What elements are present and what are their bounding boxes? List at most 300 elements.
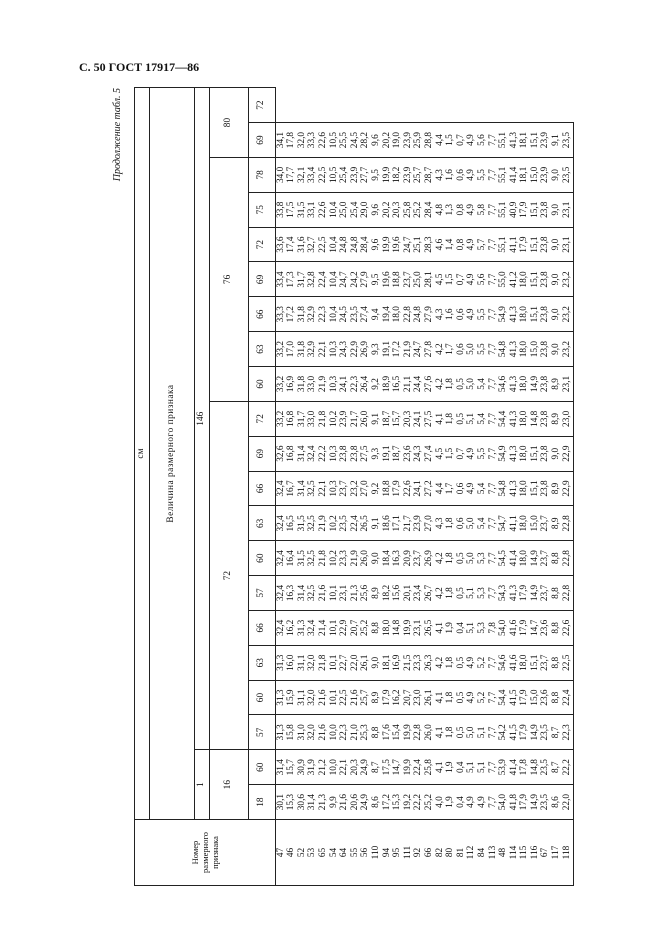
value-cell: 5,1 — [477, 715, 488, 750]
value-cell: 0,5 — [456, 576, 467, 611]
value-cell: 23,8 — [541, 332, 552, 367]
value-cell: 7,7 — [488, 297, 499, 332]
row-number-cell: 95 — [393, 820, 404, 886]
value-cell: 4,9 — [467, 297, 478, 332]
value-cell: 21,9 — [318, 506, 329, 541]
table-row — [446, 88, 457, 886]
value-cell: 21,8 — [318, 541, 329, 576]
value-cell: 33,2 — [276, 332, 287, 367]
value-cell: 18,0 — [520, 436, 531, 471]
value-cell: 31,3 — [297, 610, 308, 645]
value-cell: 5,7 — [477, 227, 488, 262]
value-cell: 26,3 — [424, 645, 435, 680]
value-cell: 16,7 — [287, 471, 298, 506]
measure-header: Величина размерного признака — [150, 88, 195, 820]
value-cell: 55,1 — [498, 227, 509, 262]
value-cell: 4,9 — [467, 192, 478, 227]
value-cell: 25,2 — [361, 610, 372, 645]
value-cell: 15,0 — [530, 157, 541, 192]
value-cell: 23,8 — [541, 367, 552, 402]
value-cell: 17,9 — [520, 715, 531, 750]
value-cell: 23,4 — [414, 576, 425, 611]
value-cell: 27,9 — [424, 297, 435, 332]
value-cell: 17,9 — [520, 227, 531, 262]
value-cell: 5,1 — [467, 610, 478, 645]
value-cell: 15,0 — [530, 332, 541, 367]
value-cell: 18,4 — [382, 541, 393, 576]
value-cell: 23,7 — [541, 506, 552, 541]
value-cell: 5,3 — [477, 576, 488, 611]
value-cell: 23,7 — [403, 262, 414, 297]
value-cell: 9,0 — [551, 297, 562, 332]
value-cell: 25,8 — [424, 750, 435, 785]
value-cell: 18,0 — [520, 401, 531, 436]
value-cell: 41,3 — [509, 471, 520, 506]
value-cell: 32,5 — [308, 576, 319, 611]
value-cell: 31,5 — [297, 541, 308, 576]
page-header: С. 50 ГОСТ 17917—86 — [79, 60, 200, 74]
value-cell: 8,7 — [371, 750, 382, 785]
value-cell: 5,0 — [467, 332, 478, 367]
table-row — [308, 88, 319, 886]
value-cell: 15,7 — [393, 401, 404, 436]
value-cell: 20,7 — [350, 610, 361, 645]
table-row — [488, 88, 499, 886]
value-cell: 41,4 — [509, 157, 520, 192]
value-cell: 7,7 — [488, 750, 499, 785]
table-row — [393, 88, 404, 886]
value-cell: 5,4 — [477, 401, 488, 436]
value-cell: 19,9 — [403, 750, 414, 785]
value-cell: 8,8 — [551, 610, 562, 645]
value-cell: 54,6 — [498, 645, 509, 680]
value-cell: 18,0 — [520, 645, 531, 680]
column-header: 66 — [249, 471, 276, 506]
value-cell: 32,9 — [308, 297, 319, 332]
value-cell: 22,2 — [414, 785, 425, 820]
value-cell: 7,7 — [488, 192, 499, 227]
value-cell: 4,9 — [477, 785, 488, 820]
value-cell: 23,7 — [541, 645, 552, 680]
value-cell: 7,7 — [488, 680, 499, 715]
value-cell: 24,7 — [403, 227, 414, 262]
value-cell: 7,7 — [488, 332, 499, 367]
value-cell: 10,2 — [329, 506, 340, 541]
value-cell: 24,7 — [414, 332, 425, 367]
value-cell: 10,4 — [329, 297, 340, 332]
value-cell: 9,0 — [551, 332, 562, 367]
value-cell: 26,0 — [424, 715, 435, 750]
value-cell: 4,2 — [435, 576, 446, 611]
column-header: 60 — [249, 541, 276, 576]
row-number-cell: 114 — [509, 820, 520, 886]
value-cell: 27,5 — [361, 436, 372, 471]
column-header: 60 — [249, 367, 276, 402]
value-cell: 15,8 — [287, 715, 298, 750]
value-cell: 9,6 — [371, 192, 382, 227]
row-number-cell: 84 — [477, 820, 488, 886]
value-cell: 8,8 — [551, 576, 562, 611]
value-cell: 18,8 — [382, 471, 393, 506]
value-cell: 1,6 — [446, 157, 457, 192]
value-cell: 41,6 — [509, 645, 520, 680]
value-cell: 14,9 — [530, 785, 541, 820]
value-cell: 0,5 — [456, 680, 467, 715]
value-cell: 8,8 — [371, 610, 382, 645]
column-header: 60 — [249, 750, 276, 785]
column-header: 75 — [249, 192, 276, 227]
value-cell: 41,3 — [509, 123, 520, 158]
column-header: 63 — [249, 332, 276, 367]
value-cell: 33,4 — [308, 157, 319, 192]
value-cell: 0,8 — [456, 192, 467, 227]
value-cell: 1,8 — [446, 367, 457, 402]
value-cell: 32,4 — [308, 610, 319, 645]
table-row — [329, 88, 340, 886]
value-cell: 32,0 — [297, 123, 308, 158]
value-cell: 20,7 — [403, 680, 414, 715]
row-number-cell: 48 — [498, 820, 509, 886]
value-cell: 17,1 — [393, 506, 404, 541]
row-number-cell: 110 — [371, 820, 382, 886]
level2-header: 72 — [210, 401, 249, 749]
value-cell: 17,9 — [520, 610, 531, 645]
value-cell: 4,9 — [467, 471, 478, 506]
value-cell: 4,4 — [435, 123, 446, 158]
value-cell: 8,6 — [551, 785, 562, 820]
value-cell: 54,9 — [498, 436, 509, 471]
value-cell: 41,4 — [509, 541, 520, 576]
value-cell: 27,0 — [424, 506, 435, 541]
value-cell: 28,7 — [424, 157, 435, 192]
value-cell: 9,0 — [551, 192, 562, 227]
value-cell: 9,6 — [371, 123, 382, 158]
value-cell: 18,0 — [520, 471, 531, 506]
value-cell: 22,6 — [318, 192, 329, 227]
value-cell: 0,6 — [456, 297, 467, 332]
value-cell: 28,3 — [424, 227, 435, 262]
column-header: 18 — [249, 785, 276, 820]
value-cell: 19,9 — [403, 715, 414, 750]
value-cell: 19,1 — [382, 436, 393, 471]
level2-header: 16 — [210, 750, 249, 820]
value-cell: 27,2 — [424, 471, 435, 506]
value-cell: 23,5 — [541, 715, 552, 750]
value-cell: 27,8 — [424, 332, 435, 367]
value-cell: 31,4 — [297, 576, 308, 611]
value-cell: 7,7 — [488, 506, 499, 541]
value-cell: 4,8 — [435, 192, 446, 227]
value-cell: 17,9 — [393, 471, 404, 506]
row-number-cell: 52 — [297, 820, 308, 886]
value-cell: 0,6 — [456, 471, 467, 506]
value-cell: 54,4 — [498, 401, 509, 436]
value-cell: 32,4 — [276, 471, 287, 506]
value-cell: 33,3 — [308, 123, 319, 158]
value-cell: 33,2 — [276, 367, 287, 402]
row-number-cell: 64 — [340, 820, 351, 886]
value-cell: 24,2 — [350, 262, 361, 297]
value-cell: 1,8 — [446, 680, 457, 715]
value-cell: 54,8 — [498, 471, 509, 506]
value-cell: 15,1 — [530, 645, 541, 680]
value-cell: 32,0 — [308, 715, 319, 750]
value-cell: 23,6 — [541, 610, 552, 645]
value-cell: 20,9 — [403, 541, 414, 576]
value-cell: 19,6 — [382, 262, 393, 297]
value-cell: 8,9 — [371, 576, 382, 611]
value-cell: 7,8 — [488, 610, 499, 645]
value-cell: 10,3 — [329, 436, 340, 471]
value-cell: 22,4 — [318, 262, 329, 297]
value-cell: 1,6 — [446, 297, 457, 332]
column-header: 72 — [249, 227, 276, 262]
value-cell: 28,4 — [361, 227, 372, 262]
value-cell: 0,5 — [456, 645, 467, 680]
value-cell: 10,2 — [329, 401, 340, 436]
table-continuation-caption: Продолжение табл. 5 — [112, 88, 123, 182]
value-cell: 22,6 — [403, 471, 414, 506]
value-cell: 25,3 — [361, 715, 372, 750]
value-cell: 27,4 — [424, 436, 435, 471]
value-cell: 21,9 — [318, 367, 329, 402]
table-row — [467, 88, 478, 886]
value-cell: 26,7 — [424, 576, 435, 611]
value-cell: 4,1 — [435, 401, 446, 436]
value-cell: 18,9 — [382, 367, 393, 402]
value-cell: 34,0 — [276, 157, 287, 192]
value-cell: 1,9 — [446, 610, 457, 645]
table-row — [424, 88, 435, 886]
value-cell: 31,8 — [297, 332, 308, 367]
value-cell: 41,3 — [509, 401, 520, 436]
value-cell: 41,6 — [509, 610, 520, 645]
value-cell: 5,0 — [467, 367, 478, 402]
value-cell: 23,7 — [541, 541, 552, 576]
value-cell: 31,3 — [276, 645, 287, 680]
value-cell: 24,1 — [340, 367, 351, 402]
value-cell: 7,7 — [488, 123, 499, 158]
value-cell: 0,7 — [456, 123, 467, 158]
value-cell: 9,1 — [371, 506, 382, 541]
value-cell: 21,6 — [318, 576, 329, 611]
value-cell: 24,7 — [340, 262, 351, 297]
table-row — [297, 88, 308, 886]
row-number-cell: 117 — [551, 820, 562, 886]
value-cell: 21,8 — [318, 645, 329, 680]
table-row — [414, 88, 425, 886]
value-cell: 54,2 — [498, 715, 509, 750]
row-number-cell: 65 — [318, 820, 329, 886]
value-cell: 22,2 — [562, 750, 573, 785]
value-cell: 5,1 — [477, 750, 488, 785]
value-cell: 55,1 — [498, 123, 509, 158]
value-cell: 31,7 — [297, 401, 308, 436]
value-cell: 7,7 — [488, 471, 499, 506]
unit-header: см — [135, 88, 150, 820]
value-cell: 31,7 — [297, 262, 308, 297]
value-cell: 14,9 — [530, 541, 541, 576]
column-header: 72 — [249, 88, 276, 123]
value-cell: 9,0 — [551, 436, 562, 471]
value-cell: 4,9 — [467, 227, 478, 262]
value-cell: 9,1 — [371, 401, 382, 436]
value-cell: 4,5 — [435, 436, 446, 471]
value-cell: 4,9 — [467, 785, 478, 820]
value-cell: 23,3 — [340, 541, 351, 576]
value-cell: 4,9 — [467, 262, 478, 297]
value-cell: 4,9 — [467, 680, 478, 715]
value-cell: 7,7 — [488, 227, 499, 262]
value-cell: 33,0 — [308, 367, 319, 402]
value-cell: 31,5 — [297, 506, 308, 541]
value-cell: 16,9 — [287, 367, 298, 402]
value-cell: 20,2 — [382, 192, 393, 227]
value-cell: 25,6 — [361, 576, 372, 611]
value-cell: 8,7 — [551, 715, 562, 750]
value-cell: 17,2 — [382, 785, 393, 820]
value-cell: 26,1 — [424, 680, 435, 715]
value-cell: 41,3 — [509, 436, 520, 471]
value-cell: 32,4 — [308, 436, 319, 471]
value-cell: 21,9 — [403, 332, 414, 367]
value-cell: 5,5 — [477, 436, 488, 471]
value-cell: 17,3 — [287, 262, 298, 297]
value-cell: 7,7 — [488, 401, 499, 436]
value-cell: 55,1 — [498, 192, 509, 227]
value-cell: 19,6 — [393, 227, 404, 262]
value-cell: 10,4 — [329, 227, 340, 262]
value-cell: 28,8 — [424, 123, 435, 158]
value-cell: 24,1 — [414, 471, 425, 506]
value-cell: 0,6 — [456, 157, 467, 192]
value-cell: 15,1 — [530, 297, 541, 332]
table-row — [340, 88, 351, 886]
value-cell: 14,8 — [393, 610, 404, 645]
value-cell: 23,1 — [562, 227, 573, 262]
value-cell: 17,8 — [287, 123, 298, 158]
value-cell: 27,4 — [361, 297, 372, 332]
value-cell: 16,8 — [287, 401, 298, 436]
value-cell: 18,1 — [520, 157, 531, 192]
value-cell: 22,0 — [562, 785, 573, 820]
value-cell: 14,7 — [530, 610, 541, 645]
value-cell: 15,3 — [287, 785, 298, 820]
value-cell: 23,8 — [541, 436, 552, 471]
value-cell: 4,9 — [467, 157, 478, 192]
value-cell: 31,9 — [308, 750, 319, 785]
value-cell: 16,2 — [393, 680, 404, 715]
value-cell: 17,9 — [520, 785, 531, 820]
table-row — [477, 88, 488, 886]
table-row — [350, 88, 361, 886]
value-cell: 23,2 — [350, 471, 361, 506]
value-cell: 27,9 — [361, 262, 372, 297]
value-cell: 22,1 — [340, 750, 351, 785]
value-cell: 31,8 — [297, 367, 308, 402]
value-cell: 54,3 — [498, 576, 509, 611]
value-cell: 33,0 — [308, 401, 319, 436]
value-cell: 0,4 — [456, 785, 467, 820]
value-cell: 28,1 — [424, 262, 435, 297]
value-cell: 21,4 — [318, 610, 329, 645]
table-row — [382, 88, 393, 886]
value-cell: 31,4 — [297, 436, 308, 471]
value-cell: 4,4 — [435, 471, 446, 506]
value-cell: 7,7 — [488, 262, 499, 297]
value-cell: 21,5 — [403, 645, 414, 680]
value-cell: 1,9 — [446, 785, 457, 820]
value-cell: 1,3 — [446, 192, 457, 227]
value-cell: 15,3 — [393, 785, 404, 820]
value-cell: 24,3 — [414, 436, 425, 471]
value-cell: 41,5 — [509, 680, 520, 715]
value-cell: 16,5 — [393, 367, 404, 402]
table-row — [287, 88, 298, 886]
value-cell: 17,4 — [287, 227, 298, 262]
value-cell: 18,2 — [393, 157, 404, 192]
value-cell: 18,0 — [520, 297, 531, 332]
value-cell: 23,8 — [350, 436, 361, 471]
value-cell: 15,1 — [530, 471, 541, 506]
value-cell: 23,1 — [340, 576, 351, 611]
value-cell: 34,1 — [276, 123, 287, 158]
value-cell: 8,9 — [551, 367, 562, 402]
value-cell: 0,5 — [456, 367, 467, 402]
value-cell: 17,5 — [287, 192, 298, 227]
value-cell: 22,4 — [562, 680, 573, 715]
value-cell: 9,2 — [371, 471, 382, 506]
value-cell: 23,5 — [562, 157, 573, 192]
value-cell: 26,1 — [361, 645, 372, 680]
value-cell: 25,5 — [340, 123, 351, 158]
value-cell: 24,5 — [340, 297, 351, 332]
value-cell: 16,9 — [393, 645, 404, 680]
value-cell: 0,6 — [456, 332, 467, 367]
value-cell: 10,4 — [329, 262, 340, 297]
level2-header: 76 — [210, 157, 249, 401]
value-cell: 32,5 — [308, 541, 319, 576]
value-cell: 41,5 — [509, 715, 520, 750]
value-cell: 31,5 — [297, 192, 308, 227]
value-cell: 23,3 — [414, 645, 425, 680]
value-cell: 17,6 — [382, 715, 393, 750]
value-cell: 31,4 — [276, 750, 287, 785]
value-cell: 25,9 — [414, 123, 425, 158]
value-cell: 1,9 — [446, 750, 457, 785]
value-cell: 54,5 — [498, 541, 509, 576]
value-cell: 22,9 — [350, 332, 361, 367]
value-cell: 19,2 — [403, 785, 414, 820]
value-cell: 19,9 — [382, 227, 393, 262]
value-cell: 32,4 — [276, 506, 287, 541]
value-cell: 16,3 — [287, 576, 298, 611]
value-cell: 31,1 — [297, 645, 308, 680]
column-header: 57 — [249, 576, 276, 611]
value-cell: 26,0 — [361, 541, 372, 576]
value-cell: 26,9 — [361, 332, 372, 367]
value-cell: 18,0 — [520, 367, 531, 402]
value-cell: 16,0 — [287, 645, 298, 680]
column-header: 69 — [249, 262, 276, 297]
value-cell: 5,0 — [467, 715, 478, 750]
value-cell: 4,9 — [467, 123, 478, 158]
value-cell: 4,1 — [435, 610, 446, 645]
value-cell: 31,6 — [297, 227, 308, 262]
value-cell: 17,8 — [520, 750, 531, 785]
value-cell: 24,3 — [340, 332, 351, 367]
value-cell: 32,8 — [308, 262, 319, 297]
